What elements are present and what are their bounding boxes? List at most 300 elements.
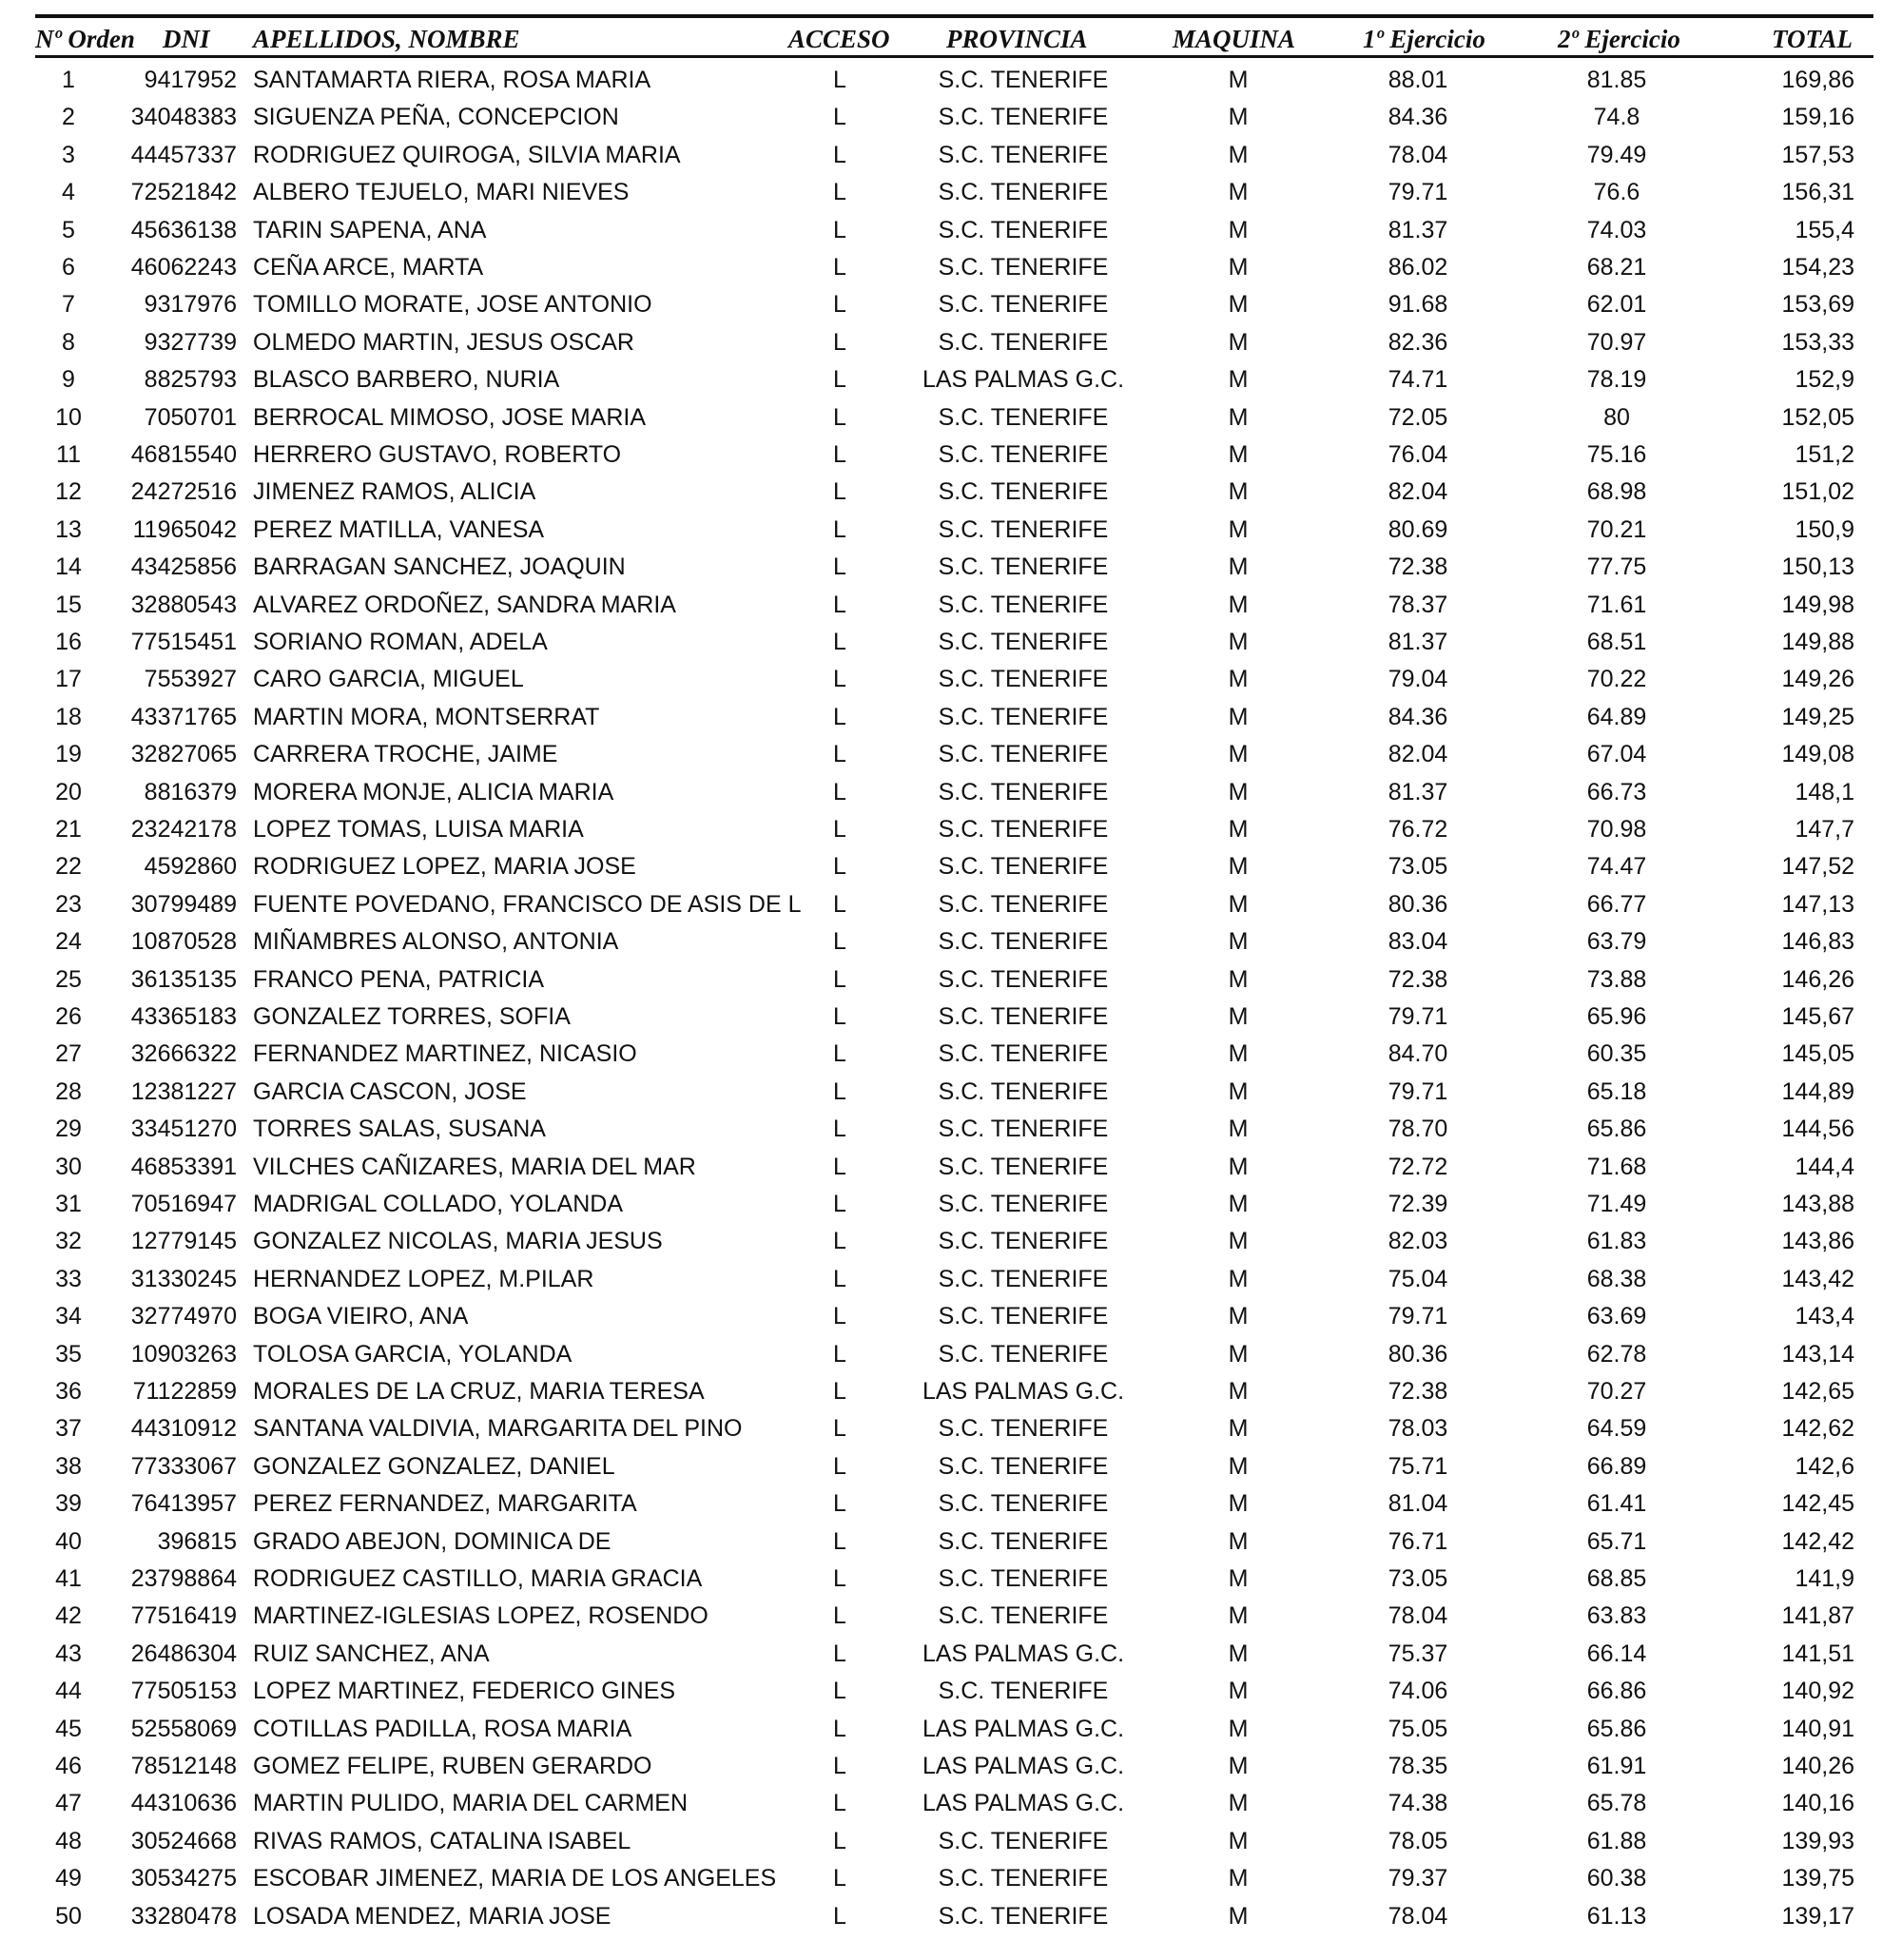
cell-orden: 44	[55, 1678, 82, 1705]
cell-nombre: FERNANDEZ MARTINEZ, NICASIO	[253, 1040, 637, 1068]
cell-ejercicio-1: 81.37	[1388, 216, 1448, 243]
cell-ejercicio-2: 66.73	[1586, 778, 1647, 805]
cell-orden: 50	[55, 1902, 82, 1930]
cell-ejercicio-2: 70.98	[1586, 816, 1647, 843]
cell-dni: 10903263	[130, 1340, 237, 1368]
cell-acceso: L	[833, 1303, 846, 1330]
cell-maquina: M	[1228, 1191, 1249, 1217]
cell-maquina: M	[1228, 1265, 1249, 1292]
cell-provincia: S.C. TENERIFE	[938, 141, 1109, 168]
cell-nombre: PEREZ MATILLA, VANESA	[253, 515, 545, 543]
table-row	[0, 775, 1902, 812]
table-row	[0, 924, 1902, 961]
cell-ejercicio-1: 78.37	[1388, 591, 1448, 618]
cell-nombre: RODRIGUEZ LOPEZ, MARIA JOSE	[253, 853, 636, 881]
cell-acceso: L	[833, 366, 846, 394]
header-provincia: PROVINCIA	[946, 25, 1088, 53]
cell-orden: 40	[55, 1527, 82, 1555]
cell-ejercicio-1: 78.70	[1388, 1116, 1448, 1143]
table-row	[0, 1899, 1902, 1936]
cell-nombre: GONZALEZ GONZALEZ, DANIEL	[253, 1452, 615, 1480]
cell-orden: 24	[55, 928, 82, 956]
cell-provincia: S.C. TENERIFE	[938, 1865, 1109, 1892]
cell-total: 142,65	[1781, 1378, 1854, 1405]
cell-total: 146,83	[1781, 928, 1854, 956]
cell-ejercicio-2: 66.14	[1586, 1640, 1647, 1667]
cell-orden: 32	[55, 1228, 82, 1255]
cell-acceso: L	[833, 216, 846, 243]
cell-ejercicio-1: 91.68	[1388, 291, 1448, 319]
cell-ejercicio-1: 75.37	[1388, 1640, 1448, 1667]
cell-maquina: M	[1228, 1003, 1249, 1030]
cell-acceso: L	[833, 1378, 846, 1405]
cell-provincia: S.C. TENERIFE	[938, 1415, 1109, 1443]
cell-ejercicio-1: 79.04	[1388, 666, 1448, 693]
cell-ejercicio-2: 61.88	[1586, 1827, 1647, 1854]
header-nombre: APELLIDOS, NOMBRE	[253, 25, 520, 53]
cell-ejercicio-1: 78.05	[1388, 1827, 1448, 1854]
cell-total: 154,23	[1781, 254, 1854, 281]
cell-acceso: L	[833, 441, 846, 468]
cell-nombre: VILCHES CAÑIZARES, MARIA DEL MAR	[253, 1153, 696, 1180]
cell-ejercicio-1: 73.05	[1388, 853, 1448, 881]
cell-total: 150,13	[1781, 553, 1854, 581]
cell-nombre: RUIZ SANCHEZ, ANA	[253, 1640, 490, 1667]
table-row	[0, 475, 1902, 512]
table-row	[0, 1674, 1902, 1711]
cell-dni: 32774970	[130, 1303, 237, 1330]
cell-ejercicio-1: 79.37	[1388, 1865, 1448, 1892]
cell-total: 143,4	[1795, 1303, 1854, 1330]
table-row	[0, 1187, 1902, 1224]
table-row	[0, 1411, 1902, 1448]
cell-total: 139,93	[1781, 1827, 1854, 1854]
cell-ejercicio-2: 61.41	[1586, 1490, 1647, 1518]
cell-acceso: L	[833, 1715, 846, 1742]
cell-orden: 4	[62, 179, 75, 206]
cell-orden: 1	[62, 67, 75, 93]
cell-orden: 31	[55, 1191, 82, 1217]
cell-provincia: LAS PALMAS G.C.	[922, 1378, 1125, 1405]
cell-dni: 31330245	[130, 1265, 237, 1292]
cell-ejercicio-1: 79.71	[1388, 1077, 1448, 1105]
cell-total: 143,88	[1781, 1191, 1854, 1217]
cell-nombre: CARO GARCIA, MIGUEL	[253, 666, 524, 693]
cell-provincia: S.C. TENERIFE	[938, 1303, 1109, 1330]
cell-ejercicio-1: 79.71	[1388, 1303, 1448, 1330]
cell-maquina: M	[1228, 1678, 1249, 1705]
cell-ejercicio-1: 74.06	[1388, 1678, 1448, 1705]
cell-ejercicio-2: 80	[1603, 403, 1630, 431]
cell-provincia: S.C. TENERIFE	[938, 67, 1109, 93]
cell-provincia: S.C. TENERIFE	[938, 1153, 1109, 1180]
cell-nombre: PEREZ FERNANDEZ, MARGARITA	[253, 1490, 637, 1518]
cell-ejercicio-1: 72.38	[1388, 965, 1448, 993]
cell-total: 142,45	[1781, 1490, 1854, 1518]
cell-orden: 21	[55, 816, 82, 843]
cell-ejercicio-1: 73.05	[1388, 1565, 1448, 1592]
cell-orden: 30	[55, 1153, 82, 1180]
cell-maquina: M	[1228, 1378, 1249, 1405]
cell-dni: 24272516	[130, 478, 237, 506]
cell-ejercicio-2: 77.75	[1586, 553, 1647, 581]
cell-ejercicio-2: 65.18	[1586, 1077, 1647, 1105]
cell-orden: 10	[55, 403, 82, 431]
table-row	[0, 1824, 1902, 1861]
cell-nombre: TOLOSA GARCIA, YOLANDA	[253, 1340, 573, 1368]
cell-acceso: L	[833, 1003, 846, 1030]
cell-total: 149,88	[1781, 629, 1854, 655]
cell-nombre: LOSADA MENDEZ, MARIA JOSE	[253, 1902, 611, 1930]
cell-ejercicio-2: 71.49	[1586, 1191, 1647, 1217]
cell-nombre: ESCOBAR JIMENEZ, MARIA DE LOS ANGELES	[253, 1865, 777, 1892]
cell-acceso: L	[833, 1116, 846, 1143]
cell-acceso: L	[833, 1415, 846, 1443]
cell-dni: 8825793	[144, 366, 237, 394]
cell-dni: 46853391	[130, 1153, 237, 1180]
cell-ejercicio-1: 75.71	[1388, 1452, 1448, 1480]
cell-nombre: SANTAMARTA RIERA, ROSA MARIA	[253, 67, 651, 93]
cell-nombre: MORERA MONJE, ALICIA MARIA	[253, 778, 614, 805]
cell-nombre: HERNANDEZ LOPEZ, M.PILAR	[253, 1265, 594, 1292]
cell-ejercicio-2: 64.59	[1586, 1415, 1647, 1443]
cell-acceso: L	[833, 666, 846, 693]
cell-ejercicio-2: 73.88	[1586, 965, 1647, 993]
cell-nombre: ALVAREZ ORDOÑEZ, SANDRA MARIA	[253, 591, 676, 618]
cell-maquina: M	[1228, 553, 1249, 581]
cell-nombre: MIÑAMBRES ALONSO, ANTONIA	[253, 928, 619, 956]
cell-orden: 26	[55, 1003, 82, 1030]
cell-ejercicio-2: 65.86	[1586, 1715, 1647, 1742]
cell-provincia: S.C. TENERIFE	[938, 553, 1109, 581]
cell-provincia: S.C. TENERIFE	[938, 1827, 1109, 1854]
cell-orden: 38	[55, 1452, 82, 1480]
cell-nombre: ALBERO TEJUELO, MARI NIEVES	[253, 179, 630, 206]
cell-provincia: S.C. TENERIFE	[938, 1565, 1109, 1592]
cell-acceso: L	[833, 328, 846, 356]
cell-total: 141,9	[1795, 1565, 1854, 1592]
cell-ejercicio-2: 71.68	[1586, 1153, 1647, 1180]
cell-ejercicio-1: 72.05	[1388, 403, 1448, 431]
cell-dni: 10870528	[130, 928, 237, 956]
cell-maquina: M	[1228, 291, 1249, 319]
cell-acceso: L	[833, 778, 846, 805]
cell-orden: 14	[55, 553, 82, 581]
cell-total: 151,2	[1795, 441, 1854, 468]
cell-total: 140,16	[1781, 1790, 1854, 1817]
cell-ejercicio-1: 74.71	[1388, 366, 1448, 394]
cell-ejercicio-1: 82.04	[1388, 741, 1448, 768]
cell-maquina: M	[1228, 666, 1249, 693]
cell-total: 141,51	[1781, 1640, 1854, 1667]
cell-maquina: M	[1228, 515, 1249, 543]
cell-dni: 7050701	[144, 403, 237, 431]
cell-maquina: M	[1228, 1902, 1249, 1930]
cell-total: 144,4	[1795, 1153, 1854, 1180]
cell-total: 149,08	[1781, 741, 1854, 768]
cell-maquina: M	[1228, 1228, 1249, 1255]
cell-ejercicio-2: 70.27	[1586, 1378, 1647, 1405]
cell-maquina: M	[1228, 1116, 1249, 1143]
cell-ejercicio-1: 86.02	[1388, 254, 1448, 281]
cell-total: 143,42	[1781, 1265, 1854, 1292]
cell-ejercicio-2: 65.96	[1586, 1003, 1647, 1030]
table-row	[0, 737, 1902, 774]
cell-orden: 42	[55, 1602, 82, 1630]
cell-ejercicio-2: 74.47	[1586, 853, 1647, 881]
cell-acceso: L	[833, 104, 846, 131]
cell-total: 142,42	[1781, 1527, 1854, 1555]
cell-acceso: L	[833, 1340, 846, 1368]
cell-nombre: BARRAGAN SANCHEZ, JOAQUIN	[253, 553, 626, 581]
cell-total: 156,31	[1781, 179, 1854, 206]
table-row	[0, 1224, 1902, 1261]
cell-provincia: S.C. TENERIFE	[938, 1228, 1109, 1255]
cell-ejercicio-1: 78.35	[1388, 1753, 1448, 1779]
cell-ejercicio-2: 61.91	[1586, 1753, 1647, 1779]
cell-total: 143,86	[1781, 1228, 1854, 1255]
cell-maquina: M	[1228, 328, 1249, 356]
cell-ejercicio-2: 68.38	[1586, 1265, 1647, 1292]
cell-ejercicio-1: 84.36	[1388, 104, 1448, 131]
cell-provincia: S.C. TENERIFE	[938, 853, 1109, 881]
cell-nombre: GRADO ABEJON, DOMINICA DE	[253, 1527, 611, 1555]
cell-ejercicio-2: 70.21	[1586, 515, 1647, 543]
cell-provincia: S.C. TENERIFE	[938, 478, 1109, 506]
cell-ejercicio-2: 66.86	[1586, 1678, 1647, 1705]
cell-ejercicio-2: 76.6	[1593, 179, 1640, 206]
cell-maquina: M	[1228, 1565, 1249, 1592]
table-row	[0, 250, 1902, 287]
table-row	[0, 1637, 1902, 1674]
cell-provincia: S.C. TENERIFE	[938, 741, 1109, 768]
cell-total: 159,16	[1781, 104, 1854, 131]
cell-ejercicio-2: 68.21	[1586, 254, 1647, 281]
cell-dni: 46815540	[130, 441, 237, 468]
cell-orden: 36	[55, 1378, 82, 1405]
cell-total: 151,02	[1781, 478, 1854, 506]
cell-maquina: M	[1228, 1527, 1249, 1555]
cell-ejercicio-2: 68.51	[1586, 629, 1647, 655]
header-acceso: ACCESO	[788, 25, 890, 53]
cell-orden: 41	[55, 1565, 82, 1592]
table-row	[0, 812, 1902, 849]
cell-maquina: M	[1228, 928, 1249, 956]
cell-maquina: M	[1228, 1415, 1249, 1443]
table-row	[0, 1075, 1902, 1112]
cell-provincia: S.C. TENERIFE	[938, 403, 1109, 431]
cell-nombre: RIVAS RAMOS, CATALINA ISABEL	[253, 1827, 631, 1854]
cell-nombre: CARRERA TROCHE, JAIME	[253, 741, 558, 768]
cell-nombre: MARTIN PULIDO, MARIA DEL CARMEN	[253, 1790, 689, 1817]
cell-acceso: L	[833, 853, 846, 881]
cell-total: 153,69	[1781, 291, 1854, 319]
cell-acceso: L	[833, 629, 846, 655]
cell-maquina: M	[1228, 965, 1249, 993]
cell-ejercicio-2: 68.85	[1586, 1565, 1647, 1592]
cell-total: 145,67	[1781, 1003, 1854, 1030]
cell-nombre: FRANCO PENA, PATRICIA	[253, 965, 545, 993]
cell-ejercicio-1: 81.04	[1388, 1490, 1448, 1518]
cell-provincia: S.C. TENERIFE	[938, 1490, 1109, 1518]
cell-total: 147,52	[1781, 853, 1854, 881]
cell-orden: 35	[55, 1340, 82, 1368]
cell-acceso: L	[833, 741, 846, 768]
cell-provincia: S.C. TENERIFE	[938, 928, 1109, 956]
cell-acceso: L	[833, 1527, 846, 1555]
table-row	[0, 999, 1902, 1037]
cell-dni: 33280478	[130, 1902, 237, 1930]
cell-acceso: L	[833, 1452, 846, 1480]
table-row	[0, 138, 1902, 175]
cell-orden: 7	[62, 291, 75, 319]
cell-maquina: M	[1228, 703, 1249, 730]
cell-ejercicio-1: 74.38	[1388, 1790, 1448, 1817]
cell-acceso: L	[833, 1790, 846, 1817]
cell-dni: 71122859	[132, 1378, 237, 1405]
cell-nombre: GONZALEZ NICOLAS, MARIA JESUS	[253, 1228, 663, 1255]
cell-acceso: L	[833, 478, 846, 506]
cell-acceso: L	[833, 1902, 846, 1930]
cell-orden: 47	[55, 1790, 82, 1817]
cell-acceso: L	[833, 1077, 846, 1105]
cell-nombre: SORIANO ROMAN, ADELA	[253, 629, 548, 655]
cell-provincia: S.C. TENERIFE	[938, 328, 1109, 356]
table-row	[0, 1374, 1902, 1411]
table-row	[0, 100, 1902, 137]
cell-ejercicio-1: 79.71	[1388, 1003, 1448, 1030]
cell-ejercicio-2: 63.79	[1586, 928, 1647, 956]
cell-total: 155,4	[1795, 216, 1854, 243]
cell-ejercicio-2: 70.97	[1586, 328, 1647, 356]
cell-total: 148,1	[1795, 778, 1854, 805]
cell-ejercicio-1: 72.38	[1388, 553, 1448, 581]
cell-provincia: S.C. TENERIFE	[938, 965, 1109, 993]
cell-provincia: S.C. TENERIFE	[938, 629, 1109, 655]
cell-maquina: M	[1228, 1077, 1249, 1105]
cell-nombre: TARIN SAPENA, ANA	[253, 216, 487, 243]
cell-maquina: M	[1228, 1865, 1249, 1892]
table-row	[0, 325, 1902, 362]
cell-dni: 26486304	[130, 1640, 237, 1667]
cell-ejercicio-2: 65.86	[1586, 1116, 1647, 1143]
cell-dni: 9327739	[144, 328, 237, 356]
header-rule	[35, 55, 1873, 58]
cell-ejercicio-2: 75.16	[1586, 441, 1647, 468]
cell-orden: 8	[62, 328, 75, 356]
cell-dni: 43425856	[130, 553, 237, 581]
cell-acceso: L	[833, 141, 846, 168]
cell-maquina: M	[1228, 591, 1249, 618]
cell-ejercicio-2: 74.8	[1593, 104, 1640, 131]
cell-maquina: M	[1228, 1340, 1249, 1368]
table-row	[0, 400, 1902, 437]
cell-dni: 77505153	[130, 1678, 237, 1705]
table-row	[0, 1486, 1902, 1523]
cell-nombre: SANTANA VALDIVIA, MARGARITA DEL PINO	[253, 1415, 743, 1443]
cell-ejercicio-1: 78.04	[1388, 1902, 1448, 1930]
cell-orden: 19	[55, 741, 82, 768]
table-row	[0, 1449, 1902, 1486]
cell-orden: 20	[55, 778, 82, 805]
cell-dni: 396815	[157, 1527, 237, 1555]
cell-dni: 46062243	[130, 254, 237, 281]
cell-nombre: LOPEZ MARTINEZ, FEDERICO GINES	[253, 1678, 676, 1705]
cell-provincia: LAS PALMAS G.C.	[922, 1753, 1125, 1779]
cell-orden: 27	[55, 1040, 82, 1068]
cell-dni: 23798864	[130, 1565, 237, 1592]
cell-dni: 77515451	[130, 629, 237, 655]
cell-dni: 70516947	[130, 1191, 237, 1217]
cell-orden: 11	[56, 441, 81, 468]
cell-maquina: M	[1228, 216, 1249, 243]
cell-maquina: M	[1228, 104, 1249, 131]
cell-nombre: LOPEZ TOMAS, LUISA MARIA	[253, 816, 584, 843]
cell-nombre: GONZALEZ TORRES, SOFIA	[253, 1003, 571, 1030]
table-row	[0, 513, 1902, 550]
cell-provincia: LAS PALMAS G.C.	[922, 366, 1125, 394]
table-row	[0, 700, 1902, 737]
cell-nombre: FUENTE POVEDANO, FRANCISCO DE ASIS DE L	[253, 890, 802, 918]
cell-ejercicio-2: 78.19	[1586, 366, 1647, 394]
cell-acceso: L	[833, 291, 846, 319]
cell-orden: 49	[55, 1865, 82, 1892]
cell-acceso: L	[833, 1565, 846, 1592]
cell-acceso: L	[833, 403, 846, 431]
cell-provincia: S.C. TENERIFE	[938, 1678, 1109, 1705]
cell-nombre: MARTINEZ-IGLESIAS LOPEZ, ROSENDO	[253, 1602, 708, 1630]
table-row	[0, 213, 1902, 250]
cell-ejercicio-2: 63.83	[1586, 1602, 1647, 1630]
table-row	[0, 1037, 1902, 1074]
cell-orden: 43	[55, 1640, 82, 1667]
cell-acceso: L	[833, 965, 846, 993]
cell-total: 143,14	[1781, 1340, 1854, 1368]
cell-total: 142,62	[1781, 1415, 1854, 1443]
cell-ejercicio-2: 66.77	[1586, 890, 1647, 918]
cell-total: 153,33	[1781, 328, 1854, 356]
cell-acceso: L	[833, 1191, 846, 1217]
cell-orden: 25	[55, 965, 82, 993]
cell-orden: 2	[62, 104, 75, 131]
table-row	[0, 1712, 1902, 1749]
cell-provincia: S.C. TENERIFE	[938, 441, 1109, 468]
cell-maquina: M	[1228, 1153, 1249, 1180]
table-row	[0, 362, 1902, 399]
cell-ejercicio-2: 79.49	[1586, 141, 1647, 168]
cell-nombre: BERROCAL MIMOSO, JOSE MARIA	[253, 403, 647, 431]
cell-nombre: MADRIGAL COLLADO, YOLANDA	[253, 1191, 624, 1217]
table-row	[0, 1299, 1902, 1336]
cell-dni: 4592860	[144, 853, 237, 881]
cell-acceso: L	[833, 553, 846, 581]
header-total: TOTAL	[1772, 25, 1853, 53]
cell-orden: 39	[55, 1490, 82, 1518]
cell-provincia: S.C. TENERIFE	[938, 1602, 1109, 1630]
cell-total: 139,75	[1781, 1865, 1854, 1892]
cell-dni: 72521842	[130, 179, 237, 206]
cell-dni: 77516419	[130, 1602, 237, 1630]
cell-ejercicio-1: 76.72	[1388, 816, 1448, 843]
cell-total: 150,9	[1795, 515, 1854, 543]
cell-orden: 13	[55, 515, 82, 543]
cell-ejercicio-2: 61.83	[1586, 1228, 1647, 1255]
cell-maquina: M	[1228, 366, 1249, 394]
table-row	[0, 625, 1902, 662]
table-row	[0, 1337, 1902, 1374]
cell-acceso: L	[833, 1040, 846, 1068]
cell-ejercicio-1: 75.04	[1388, 1265, 1448, 1292]
